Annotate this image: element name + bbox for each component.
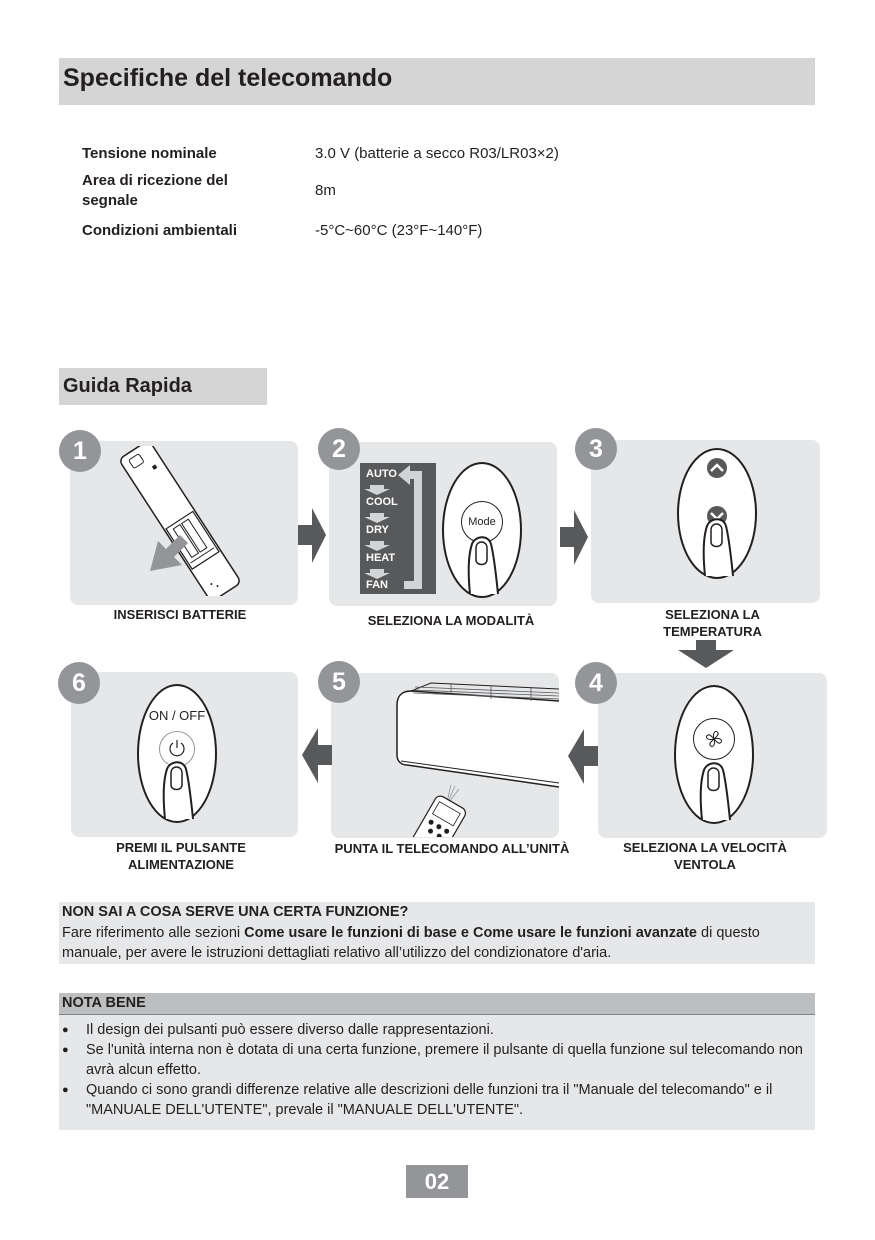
page-number: 02 [406,1165,468,1198]
step-3-panel [591,440,820,603]
step-2-caption: SELEZIONA LA MODALITÀ [367,613,535,628]
step-4-badge: 4 [575,662,617,704]
arrow-down-icon [678,640,734,668]
step-6-caption-line2: ALIMENTAZIONE [128,857,234,872]
finger-press-icon [698,760,734,822]
finger-press-icon [701,516,737,578]
step-1-badge: 1 [59,430,101,472]
remote-oval [674,685,754,824]
step-4-caption-line1: SELEZIONA LA VELOCITÀ [623,840,787,855]
mode-cycle-arrows-icon [360,463,436,594]
mode-auto: AUTO [366,468,397,480]
fan-button [693,718,735,760]
step-1-panel [70,441,298,605]
step-5-caption: PUNTA IL TELECOMANDO ALL’UNITÀ [334,841,570,856]
remote-battery-insert-icon [100,446,260,596]
point-remote-at-unit-icon [391,681,559,837]
spec-label-range-line1: Area di ricezione del [82,172,228,189]
power-icon [167,738,187,758]
step-2-panel [329,442,557,606]
step-3-caption-line2: TEMPERATURA [663,624,762,639]
spec-label-voltage: Tensione nominale [82,145,217,162]
step-4-caption-line2: VENTOLA [674,857,736,872]
step-2-badge: 2 [318,428,360,470]
step-3-badge: 3 [575,428,617,470]
arrow-right-icon [298,508,328,563]
step-5-panel [331,673,559,838]
remote-oval [442,462,522,598]
nota-bene-title: NOTA BENE [62,995,146,1011]
on-off-label: ON / OFF [148,708,206,723]
nota-bene-item: ● Quando ci sono grandi differenze relative alle descrizioni delle funzioni tra il "Manuale del telecomando" e il "MANUALE DELL'UTENTE", prevale il "MANUALE DELL'UTENTE". [62,1080,812,1120]
remote-oval [677,448,757,579]
mode-list [360,463,436,594]
step-6-caption-line1: PREMI IL PULSANTE [116,840,246,855]
quick-guide-heading: Guida Rapida [63,375,192,397]
nota-bene-item: ● Il design dei pulsanti può essere diverso dalle rappresentazioni. [62,1020,812,1040]
arrow-left-icon [302,728,332,783]
mode-heat: HEAT [366,552,396,564]
help-note-text-after: di questo manuale, per avere le istruzioni dettagliati relativo all’utilizzo del condizionatore d'aria. [62,925,760,961]
nota-bene-header [59,993,815,1015]
nota-bene-item: ● Se l'unità interna non è dotata di una certa funzione, premere il pulsante di quella funzione sul telecomando non avrà alcun effetto. [62,1040,812,1080]
nota-bene-list [62,1020,812,1120]
mode-dry: DRY [366,524,389,536]
finger-press-icon [466,534,502,596]
finger-press-icon [161,759,197,821]
remote-oval [137,684,217,823]
step-6-badge: 6 [58,662,100,704]
step-5-badge: 5 [318,661,360,703]
help-note-title: NON SAI A COSA SERVE UNA CERTA FUNZIONE? [62,904,409,920]
spec-label-range-line2: segnale [82,192,138,209]
spec-value-range: 8m [315,182,336,199]
spec-value-conditions: -5°C~60°C (23°F~140°F) [315,222,483,239]
step-3-caption-line1: SELEZIONA LA [665,607,760,622]
mode-button: Mode [461,501,503,543]
mode-fan: FAN [366,579,388,591]
mode-cool: COOL [366,496,398,508]
step-4-panel [598,673,827,838]
spec-value-voltage: 3.0 V (batterie a secco R03/LR03×2) [315,145,559,162]
spec-label-conditions: Condizioni ambientali [82,222,238,239]
arrow-right-icon [560,510,590,565]
step-6-panel [71,672,298,837]
help-note-body [62,923,814,963]
arrow-left-icon [568,729,598,784]
spec-heading: Specifiche del telecomando [63,64,393,92]
fan-icon [702,727,726,751]
step-1-caption: INSERISCI BATTERIE [113,607,247,622]
help-note-text-before: Fare riferimento alle sezioni [62,925,245,941]
help-note-bold: Come usare le funzioni di base e Come usare le funzioni avanzate [244,925,697,941]
